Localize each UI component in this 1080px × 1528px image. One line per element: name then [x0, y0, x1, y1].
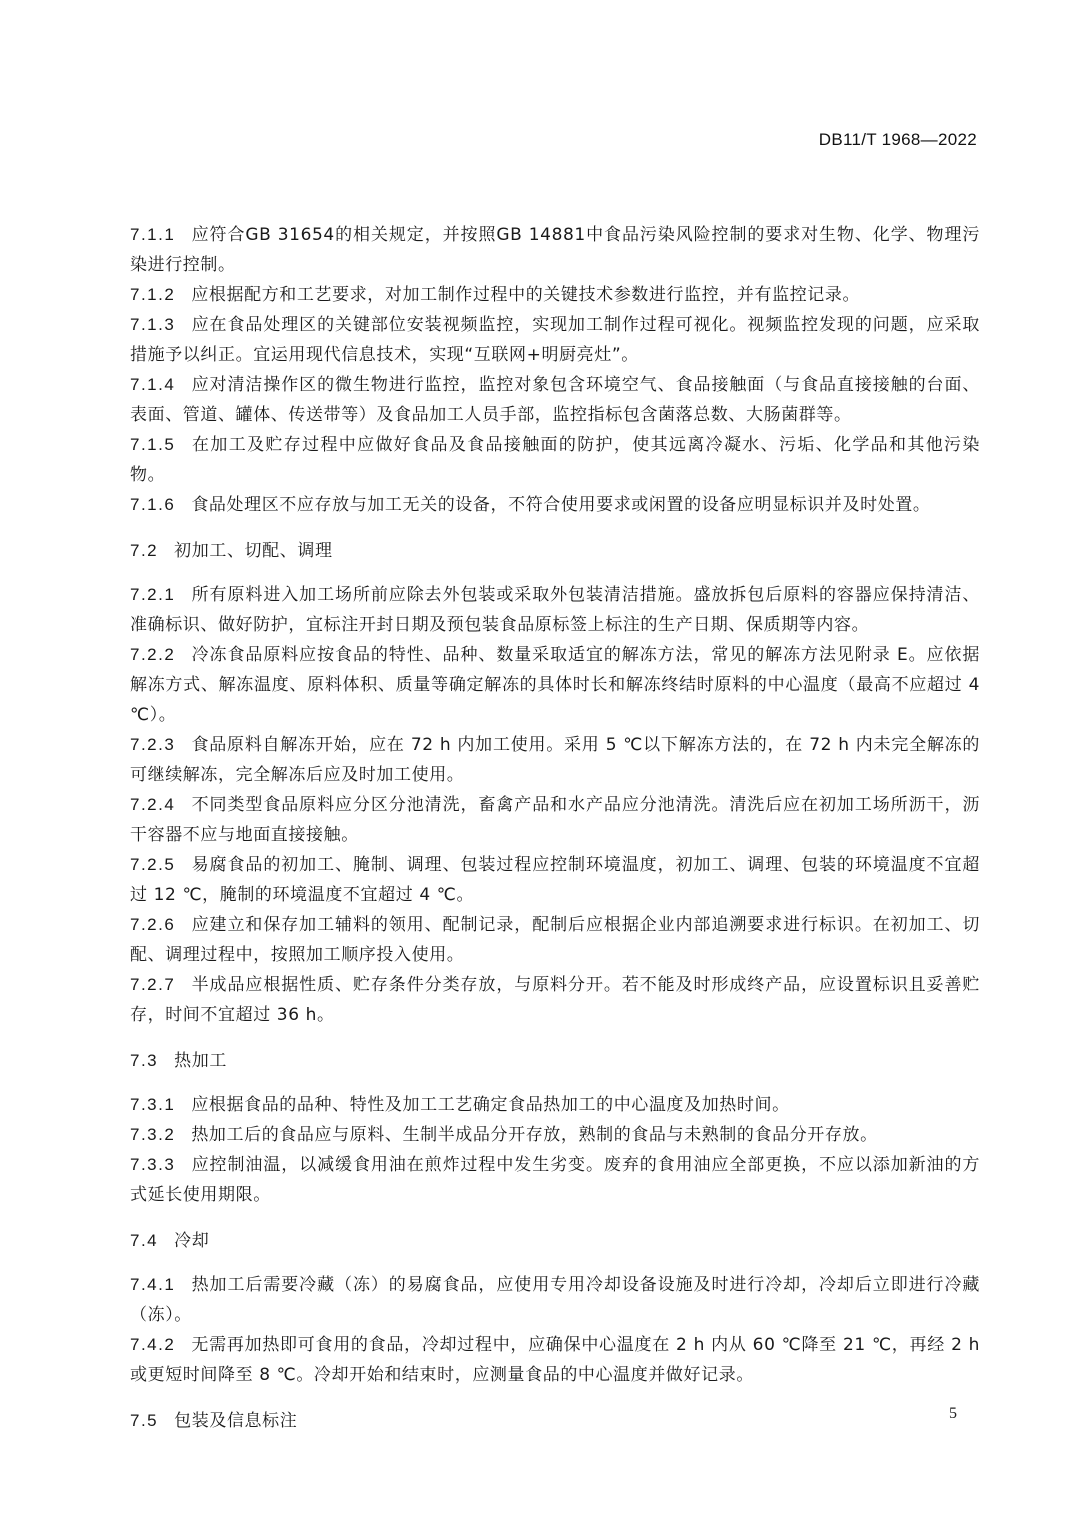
section-title: 热加工: [174, 1051, 227, 1071]
section-heading: [130, 536, 980, 566]
clause-number: 7.4.2: [130, 1335, 176, 1354]
clause-text: 应在食品处理区的关键部位安装视频监控，实现加工制作过程可视化。视频监控发现的问题，应采取措施予以纠正。宜运用现代信息技术，实现“互联网+明厨亮灶”。: [130, 315, 980, 365]
clause-paragraph: [130, 430, 980, 490]
section-number: 7.5: [130, 1411, 159, 1430]
clause-text: 食品处理区不应存放与加工无关的设备，不符合使用要求或闲置的设备应明显标识并及时处置。: [191, 495, 931, 515]
section-heading: [130, 1046, 980, 1076]
clause-text: 食品原料自解冻开始，应在 72 h 内加工使用。采用 5 ℃以下解冻方法的，在 72 h 内未完全解冻的可继续解冻，完全解冻后应及时加工使用。: [130, 735, 980, 785]
section-heading: [130, 1406, 980, 1436]
clause-paragraph: [130, 490, 980, 520]
clause-text: 半成品应根据性质、贮存条件分类存放，与原料分开。若不能及时形成终产品，应设置标识且妥善贮存，时间不宜超过 36 h。: [130, 975, 980, 1025]
clause-number: 7.3.2: [130, 1125, 176, 1144]
clause-number: 7.2.7: [130, 975, 176, 994]
clause-text: 所有原料进入加工场所前应除去外包装或采取外包装清洁措施。盛放拆包后原料的容器应保持清洁、准确标识、做好防护，宜标注开封日期及预包装食品原标签上标注的生产日期、保质期等内容。: [130, 585, 980, 635]
clause-text: 在加工及贮存过程中应做好食品及食品接触面的防护，使其远离冷凝水、污垢、化学品和其他污染物。: [130, 435, 980, 485]
clause-number: 7.1.3: [130, 315, 176, 334]
clause-text: 易腐食品的初加工、腌制、调理、包装过程应控制环境温度，初加工、调理、包装的环境温度不宜超过 12 ℃，腌制的环境温度不宜超过 4 ℃。: [130, 855, 980, 905]
clause-text: 热加工后需要冷藏（冻）的易腐食品，应使用专用冷却设备设施及时进行冷却，冷却后立即进行冷藏（冻）。: [130, 1275, 980, 1325]
section-title: 包装及信息标注: [174, 1411, 298, 1431]
clause-number: 7.1.2: [130, 285, 176, 304]
clause-number: 7.2.3: [130, 735, 176, 754]
clause-paragraph: [130, 1150, 980, 1210]
clause-text: 应根据配方和工艺要求，对加工制作过程中的关键技术参数进行监控，并有监控记录。: [191, 285, 861, 305]
clause-paragraph: [130, 730, 980, 790]
clause-text: 应符合GB 31654的相关规定，并按照GB 14881中食品污染风险控制的要求对生物、化学、物理污染进行控制。: [130, 225, 980, 275]
clause-paragraph: [130, 310, 980, 370]
clause-number: 7.1.4: [130, 375, 176, 394]
clause-paragraph: [130, 280, 980, 310]
clause-paragraph: [130, 970, 980, 1030]
clause-text: 应根据食品的品种、特性及加工工艺确定食品热加工的中心温度及加热时间。: [191, 1095, 790, 1115]
clause-paragraph: [130, 790, 980, 850]
clause-paragraph: [130, 1090, 980, 1120]
clause-paragraph: [130, 850, 980, 910]
clause-number: 7.2.4: [130, 795, 176, 814]
clause-text: 应对清洁操作区的微生物进行监控，监控对象包含环境空气、食品接触面（与食品直接接触的台面、表面、管道、罐体、传送带等）及食品加工人员手部，监控指标包含菌落总数、大肠菌群等。: [130, 375, 980, 425]
clause-number: 7.2.6: [130, 915, 176, 934]
section-number: 7.4: [130, 1231, 159, 1250]
clause-paragraph: [130, 1120, 980, 1150]
clause-text: 不同类型食品原料应分区分池清洗，畜禽产品和水产品应分池清洗。清洗后应在初加工场所沥干，沥干容器不应与地面直接接触。: [130, 795, 980, 845]
clause-text: 应建立和保存加工辅料的领用、配制记录，配制后应根据企业内部追溯要求进行标识。在初加工、切配、调理过程中，按照加工顺序投入使用。: [130, 915, 980, 965]
clause-paragraph: [130, 220, 980, 280]
clause-number: 7.2.5: [130, 855, 176, 874]
section-title: 初加工、切配、调理: [174, 541, 333, 561]
section-title: 冷却: [174, 1231, 210, 1251]
clause-number: 7.1.5: [130, 435, 176, 454]
clause-text: 无需再加热即可食用的食品，冷却过程中，应确保中心温度在 2 h 内从 60 ℃降至 21 ℃，再经 2 h 或更短时间降至 8 ℃。冷却开始和结束时，应测量食品的中心温度并做好记录。: [130, 1335, 980, 1385]
section-number: 7.2: [130, 541, 159, 560]
section-number: 7.3: [130, 1051, 159, 1070]
section-heading: [130, 1226, 980, 1256]
document-body: [130, 220, 980, 1450]
clause-paragraph: [130, 1270, 980, 1330]
page-number: 5: [949, 1405, 957, 1422]
clause-text: 热加工后的食品应与原料、生制半成品分开存放，熟制的食品与未熟制的食品分开存放。: [191, 1125, 878, 1145]
clause-paragraph: [130, 1330, 980, 1390]
clause-number: 7.3.1: [130, 1095, 176, 1114]
clause-paragraph: [130, 910, 980, 970]
standard-code: DB11/T 1968—2022: [818, 130, 977, 149]
clause-number: 7.3.3: [130, 1155, 176, 1174]
clause-text: 冷冻食品原料应按食品的特性、品种、数量采取适宜的解冻方法，常见的解冻方法见附录 E。应依据解冻方式、解冻温度、原料体积、质量等确定解冻的具体时长和解冻终结时原料的中心温度（最高不应超过 4 ℃）。: [130, 645, 980, 725]
clause-text: 应控制油温，以减缓食用油在煎炸过程中发生劣变。废弃的食用油应全部更换，不应以添加新油的方式延长使用期限。: [130, 1155, 980, 1205]
clause-number: 7.4.1: [130, 1275, 176, 1294]
clause-number: 7.2.1: [130, 585, 176, 604]
clause-number: 7.1.1: [130, 225, 176, 244]
clause-paragraph: [130, 370, 980, 430]
clause-number: 7.2.2: [130, 645, 176, 664]
clause-paragraph: [130, 580, 980, 640]
clause-number: 7.1.6: [130, 495, 176, 514]
clause-paragraph: [130, 640, 980, 730]
